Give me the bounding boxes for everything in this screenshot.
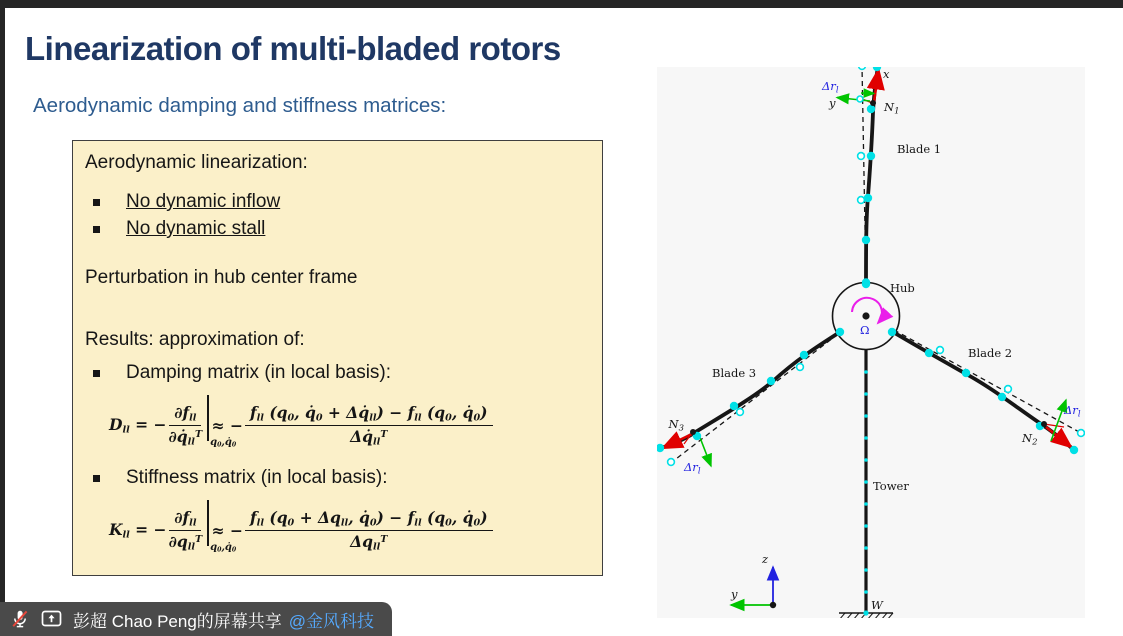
slide-title: Linearization of multi-bladed rotors: [25, 30, 561, 67]
delta-r-label-blade1: $\Delta r_l$: [822, 79, 839, 96]
presenter-name: 彭超 Chao Peng的屏幕共享: [73, 611, 282, 631]
bullet-no-dynamic-stall: [93, 218, 265, 240]
bullet-label: Stiffness matrix (in local basis):: [126, 467, 388, 488]
bullet-square-icon: [93, 370, 100, 377]
hub-label: Hub: [890, 281, 915, 295]
bullet-label: No dynamic stall: [126, 218, 266, 239]
eq-lhs: Dll = −: [109, 414, 167, 436]
y-axis-label-blade1: y: [829, 96, 836, 110]
eq-partial-fraction: $\frac{\text{∂fll}}{\partial q̇ll^T}$: [168, 402, 203, 448]
bullet-label: Damping matrix (in local basis):: [126, 362, 392, 383]
eq-partial-fraction: $\frac{\text{∂fll}}{\partial qll^T}$: [168, 507, 203, 553]
delta-r-label-blade2: $\Delta r_l$: [1064, 403, 1081, 420]
n3-label: $N_3$: [668, 417, 684, 434]
presenter-mention: @金风科技: [288, 611, 375, 631]
eq-approx: ≈ −: [211, 415, 243, 435]
perturbation-line: Perturbation in hub center frame: [85, 267, 358, 288]
rotor-diagram: [657, 67, 1085, 618]
stiffness-equation: [109, 498, 495, 562]
bullet-stiffness-matrix: [93, 467, 388, 489]
x-axis-label: x: [883, 67, 890, 81]
box-heading: Aerodynamic linearization:: [85, 152, 308, 173]
microphone-muted-icon[interactable]: [10, 609, 30, 629]
blade-3: [657, 332, 840, 477]
bullet-no-dynamic-inflow: [93, 191, 280, 213]
eq-approx: ≈ −: [211, 520, 243, 540]
y-axis-label-frame: y: [731, 587, 738, 601]
bullet-square-icon: [93, 475, 100, 482]
blade3-label: Blade 3: [712, 366, 757, 380]
blade-2: [893, 330, 1084, 454]
aerodynamic-linearization-box: [72, 140, 603, 576]
coordinate-frame: [730, 552, 776, 608]
ground-w-label: W: [871, 598, 883, 612]
z-axis-label-frame: z: [762, 552, 769, 566]
eq-lhs: Kll = −: [109, 519, 167, 541]
results-line: Results: approximation of:: [85, 329, 305, 350]
presentation-slide: [5, 8, 1123, 636]
bullet-label: No dynamic inflow: [126, 191, 281, 212]
screen-share-toast[interactable]: [0, 602, 392, 636]
omega-label: Ω: [860, 323, 870, 337]
eq-difference-fraction: $\frac{\text{fll (q0 + Δqll, q̇0) − fll (q0, q̇0)}}{\Delta qll^T}$: [245, 508, 493, 552]
bullet-square-icon: [93, 199, 100, 206]
delta-r-label-blade3: $\Delta r_l$: [684, 460, 701, 477]
evaluation-bar: q0,q̇0: [207, 500, 209, 546]
blade2-label: Blade 2: [968, 346, 1013, 360]
screen-share-icon: [41, 610, 62, 629]
blade1-label: Blade 1: [897, 142, 942, 156]
bullet-square-icon: [93, 226, 100, 233]
damping-equation: [109, 393, 495, 457]
n1-label: $N_1$: [884, 100, 900, 117]
evaluation-bar: q0,q̇0: [207, 395, 209, 441]
eq-difference-fraction: $\frac{\text{fll (q0, q̇0 + Δq̇ll) − fll (q0, q̇0)}}{\Delta q̇ll^T}$: [245, 403, 493, 447]
slide-subtitle: Aerodynamic damping and stiffness matrices:: [33, 94, 447, 117]
tower: [839, 350, 909, 618]
n2-label: $N_2$: [1022, 431, 1038, 448]
blade-1: [821, 67, 941, 288]
bullet-damping-matrix: [93, 362, 391, 384]
tower-label: Tower: [873, 479, 909, 493]
